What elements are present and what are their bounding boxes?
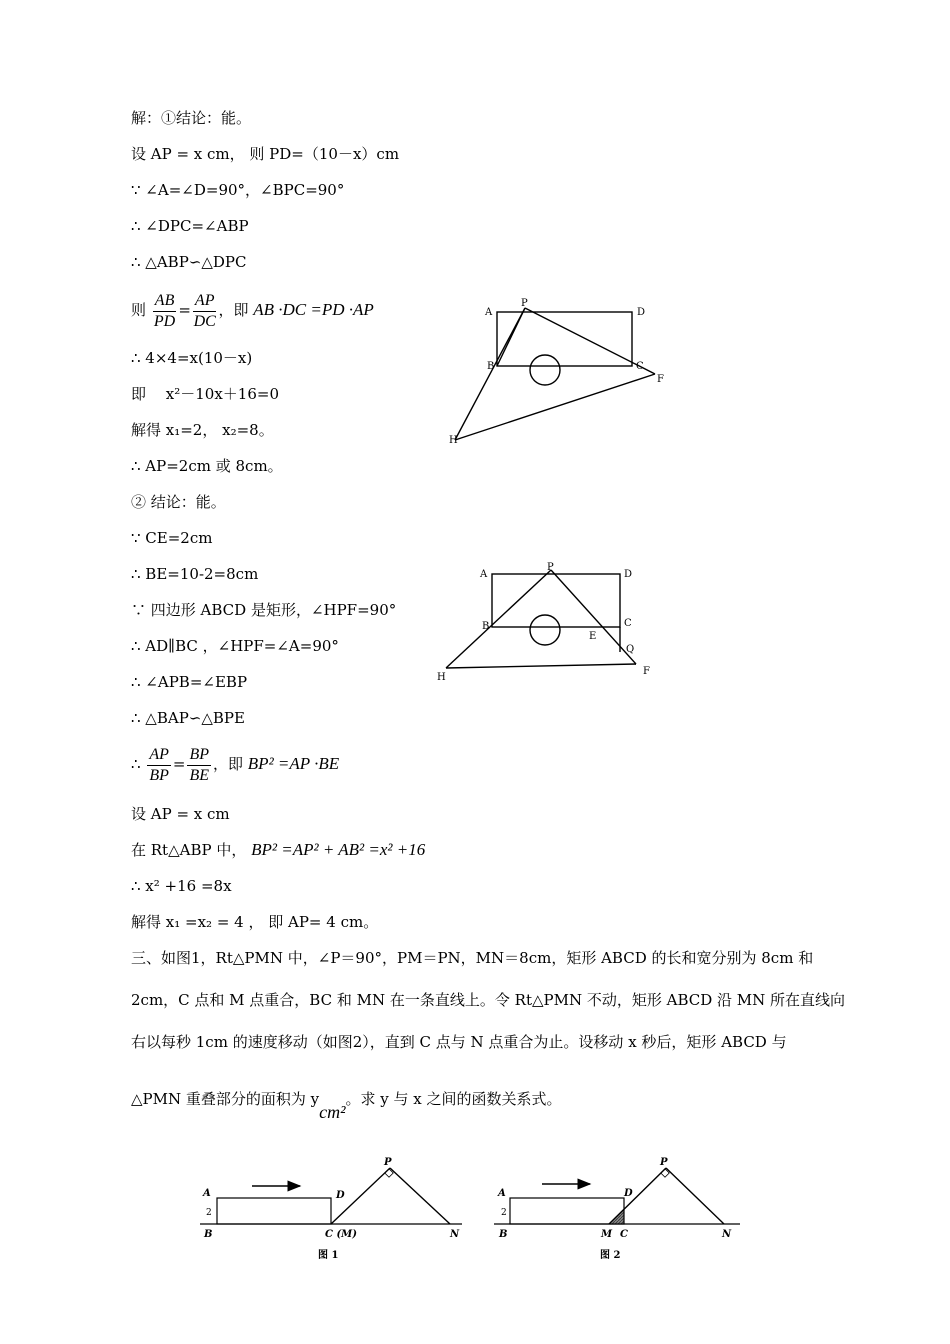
- solution-line-6: [131, 288, 374, 332]
- line18-equation: BP² =AP ·BE: [247, 754, 340, 773]
- problem3-line-2: 2cm，C 点和 M 点重合，BC 和 MN 在一条直线上。令 Rt△PMN 不动，矩形 ABCD 沿 MN 所在直线向: [131, 991, 846, 1009]
- label-p: P: [660, 1157, 668, 1168]
- solution-line-11: ② 结论：能。: [131, 493, 226, 511]
- label-c: C: [636, 361, 644, 372]
- line18-mid: ，即: [213, 755, 244, 773]
- solution-line-7: ∴ 4×4=x(10－x): [131, 349, 253, 367]
- label-f: F: [643, 666, 650, 677]
- line-pf: [551, 570, 636, 664]
- area-unit: cm²: [319, 1102, 346, 1122]
- label-d: D: [624, 569, 633, 580]
- geometry-figure-2: [430, 558, 660, 688]
- fraction-denominator: PD: [153, 312, 176, 330]
- fraction-ap-bp: [147, 745, 171, 786]
- fraction-bp-be: [187, 745, 211, 786]
- label-b: B: [499, 1229, 508, 1240]
- fraction-numerator: AB: [153, 291, 177, 312]
- solution-line-3: ∵ ∠A=∠D=90°，∠BPC=90°: [131, 181, 345, 199]
- line18-prefix: ∴: [131, 755, 141, 773]
- line20-prefix: 在 Rt△ABP 中，: [131, 841, 247, 859]
- solution-line-8: 即 x²－10x＋16=0: [131, 385, 279, 403]
- label-a: A: [203, 1188, 211, 1199]
- circle-shape: [530, 615, 560, 645]
- problem3-line-4: [131, 1088, 562, 1122]
- label-p: P: [521, 298, 528, 309]
- label-b: B: [487, 361, 495, 372]
- circle-shape: [530, 355, 560, 385]
- line20-equation: BP² =AP² + AB² =x² +16: [251, 840, 426, 859]
- problem3-line-1: 三、如图1，Rt△PMN 中，∠P＝90°，PM＝PN，MN＝8cm，矩形 ABCD 的长和宽分别为 8cm 和: [131, 949, 814, 967]
- fraction-numerator: AP: [147, 745, 171, 766]
- solution-line-4: ∴ ∠DPC=∠ABP: [131, 217, 249, 235]
- label-cm: C (M): [325, 1229, 357, 1240]
- figure-1: [200, 1157, 462, 1261]
- figure-2: [494, 1157, 740, 1261]
- figure-2-caption: 图 2: [600, 1250, 621, 1261]
- solution-line-1: 解：①结论：能。: [131, 109, 252, 127]
- fraction-ap-dc: [193, 291, 217, 332]
- label-height: 2: [206, 1208, 212, 1218]
- fraction-denominator: BP: [149, 766, 169, 784]
- label-d: D: [336, 1190, 345, 1201]
- figure-1-caption: 图 1: [318, 1250, 339, 1261]
- solution-line-13: ∴ BE=10-2=8cm: [131, 565, 259, 583]
- label-f: F: [657, 374, 664, 385]
- label-p: P: [384, 1157, 392, 1168]
- label-a: A: [485, 307, 493, 318]
- label-d: D: [624, 1188, 633, 1199]
- line6-equation: AB ·DC =PD ·AP: [253, 300, 374, 319]
- line-pn: [390, 1168, 450, 1224]
- fraction-numerator: AP: [193, 291, 217, 312]
- label-p: P: [547, 562, 554, 573]
- label-q: Q: [626, 644, 635, 655]
- solution-line-18: [131, 742, 339, 786]
- rectangle-abcd: [217, 1198, 331, 1224]
- label-a: A: [498, 1188, 506, 1199]
- solution-line-17: ∴ △BAP∽△BPE: [131, 709, 245, 727]
- label-m: M: [601, 1229, 613, 1240]
- problem3-line-4b: 。求 y 与 x 之间的函数关系式。: [345, 1090, 562, 1108]
- solution-line-5: ∴ △ABP∽△DPC: [131, 253, 247, 271]
- fraction-denominator: DC: [193, 312, 216, 330]
- line6-mid: ，即: [218, 301, 249, 319]
- fraction-denominator: BE: [189, 766, 209, 784]
- problem3-figures: [190, 1150, 750, 1270]
- rectangle-abcd: [497, 312, 632, 366]
- label-b: B: [204, 1229, 213, 1240]
- geometry-figure-1: [440, 290, 680, 450]
- line-hf: [446, 664, 636, 668]
- fraction-numerator: BP: [187, 745, 211, 766]
- problem3-line-4a: △PMN 重叠部分的面积为 y: [131, 1090, 320, 1108]
- solution-line-10: ∴ AP=2cm 或 8cm。: [131, 457, 283, 475]
- label-h: H: [449, 435, 458, 446]
- solution-line-16: ∴ ∠APB=∠EBP: [131, 673, 248, 691]
- line6-prefix: 则: [131, 301, 147, 319]
- equals-sign: =: [178, 301, 191, 319]
- label-n: N: [722, 1229, 732, 1240]
- label-c: C: [624, 618, 632, 629]
- line-bp: [497, 308, 525, 366]
- solution-line-15: ∴ AD∥BC ，∠HPF=∠A=90°: [131, 637, 339, 655]
- problem3-line-3: 右以每秒 1cm 的速度移动（如图2），直到 C 点与 N 点重合为止。设移动 x 秒后，矩形 ABCD 与: [131, 1033, 787, 1051]
- line-pn: [666, 1168, 724, 1224]
- solution-line-20: [131, 840, 425, 860]
- equals-sign: =: [172, 755, 186, 773]
- line-mp: [609, 1168, 666, 1224]
- solution-line-22: 解得 x₁ =x₂ = 4 ， 即 AP= 4 cm。: [131, 913, 379, 931]
- label-a: A: [480, 569, 488, 580]
- solution-line-14: ∵ 四边形 ABCD 是矩形，∠HPF=90°: [131, 601, 397, 619]
- solution-line-2: 设 AP = x cm， 则 PD=（10－x）cm: [131, 145, 400, 163]
- label-b: B: [482, 621, 490, 632]
- label-e: E: [589, 631, 597, 642]
- fraction-ab-pd: [153, 291, 177, 332]
- solution-line-9: 解得 x₁=2， x₂=8。: [131, 421, 274, 439]
- rectangle-abcd: [510, 1198, 624, 1224]
- solution-line-19: 设 AP = x cm: [131, 805, 230, 823]
- label-height: 2: [501, 1208, 507, 1218]
- solution-line-21: ∴ x² +16 =8x: [131, 877, 232, 895]
- solution-line-12: ∵ CE=2cm: [131, 529, 213, 547]
- label-n: N: [450, 1229, 460, 1240]
- label-h: H: [437, 672, 446, 683]
- label-d: D: [637, 307, 646, 318]
- label-c: C: [620, 1229, 628, 1240]
